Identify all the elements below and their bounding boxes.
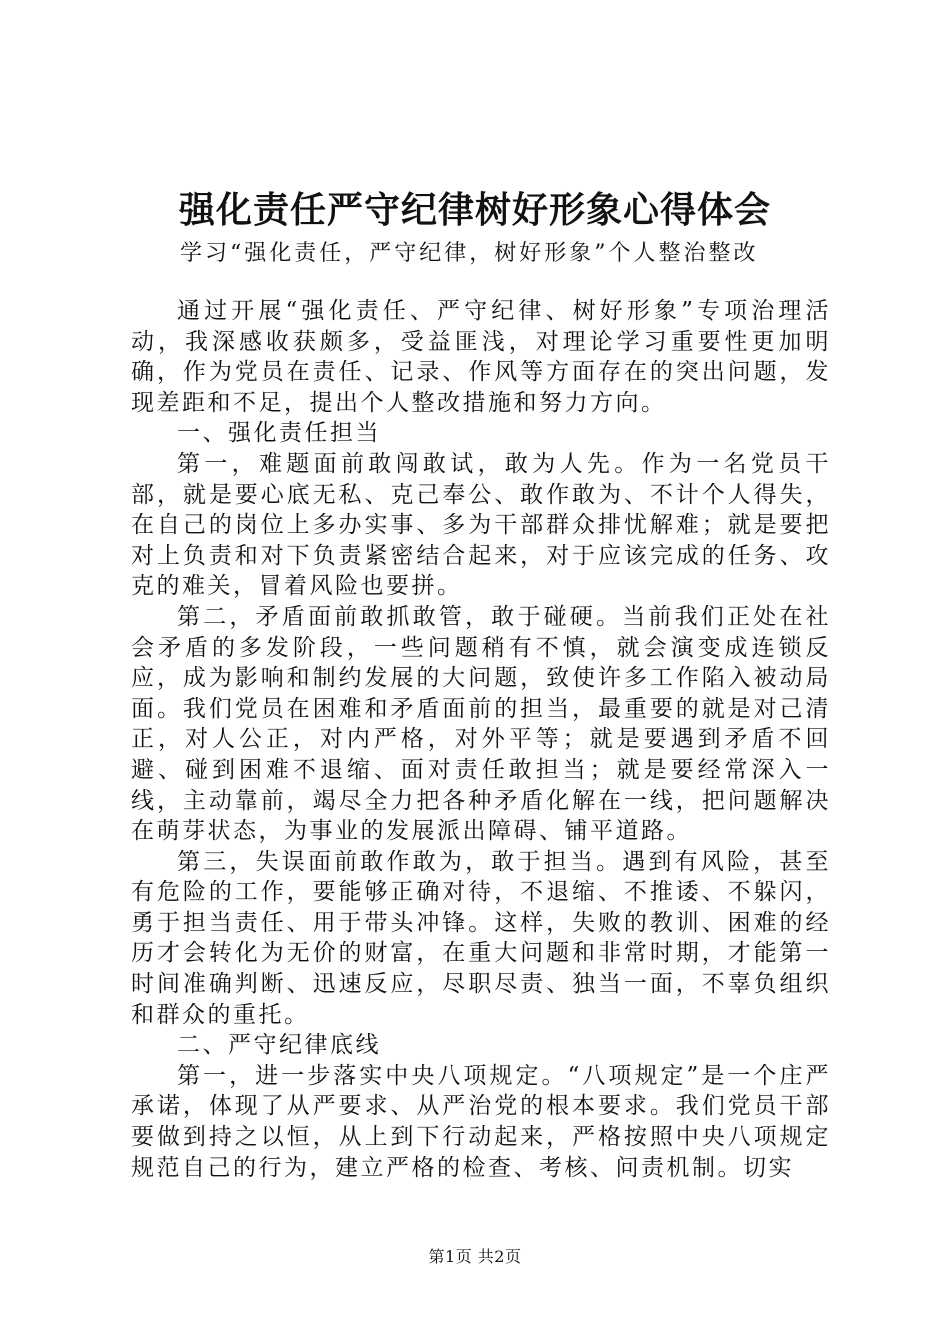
section-heading-1: 一、强化责任担当: [177, 420, 381, 447]
paragraph-intro: 通过开展“强化责任、严守纪律、树好形象”专项治理活动，我深感收获颇多，受益匪浅，对理论学习重要性更加明确，作为党员在责任、记录、作风等方面存在的突出问题，发现差距和不足，提出个人整改措施和努力方向。: [131, 298, 831, 416]
document-title: 强化责任严守纪律树好形象心得体会: [178, 189, 771, 231]
document-body: [131, 296, 831, 1183]
paragraph-1-2: 第二，矛盾面前敢抓敢管，敢于碰硬。当前我们正处在社会矛盾的多发阶段，一些问题稍有不慎，就会演变成连锁反应，成为影响和制约发展的大问题，致使许多工作陷入被动局面。我们党员在困难和矛盾面前的担当，最重要的就是对己清正，对人公正，对内严格，对外平等；就是要遇到矛盾不回避、碰到困难不退缩、面对责任敢担当；就是要经常深入一线，主动靠前，竭尽全力把各种矛盾化解在一线，把问题解决在萌芽状态，为事业的发展派出障碍、铺平道路。: [131, 603, 831, 845]
paragraph-2-1: 第一，进一步落实中央八项规定。“八项规定”是一个庄严承诺，体现了从严要求、从严治党的根本要求。我们党员干部要做到持之以恒，从上到下行动起来，严格按照中央八项规定规范自己的行为，建立严格的检查、考核、问责机制。切实: [131, 1062, 831, 1181]
document-subtitle: 学习“强化责任，严守纪律，树好形象”个人整治整改: [180, 241, 759, 266]
page-number-footer: 第1页 共2页: [428, 1247, 522, 1266]
paragraph-1-1: 第一，难题面前敢闯敢试，敢为人先。作为一名党员干部，就是要心底无私、克己奉公、敢作敢为、不计个人得失，在自己的岗位上多办实事、多为干部群众排忧解难；就是要把对上负责和对下负责紧密结合起来，对于应该完成的任务、攻克的难关，冒着风险也要拼。: [131, 450, 831, 600]
section-heading-2: 二、严守纪律底线: [177, 1032, 381, 1059]
paragraph-1-3: 第三，失误面前敢作敢为，敢于担当。遇到有风险，甚至有危险的工作，要能够正确对待，不退缩、不推诿、不躲闪，勇于担当责任、用于带头冲锋。这样，失败的教训、困难的经历才会转化为无价的财富，在重大问题和非常时期，才能第一时间准确判断、迅速反应，尽职尽责、独当一面，不辜负组织和群众的重托。: [131, 848, 831, 1028]
